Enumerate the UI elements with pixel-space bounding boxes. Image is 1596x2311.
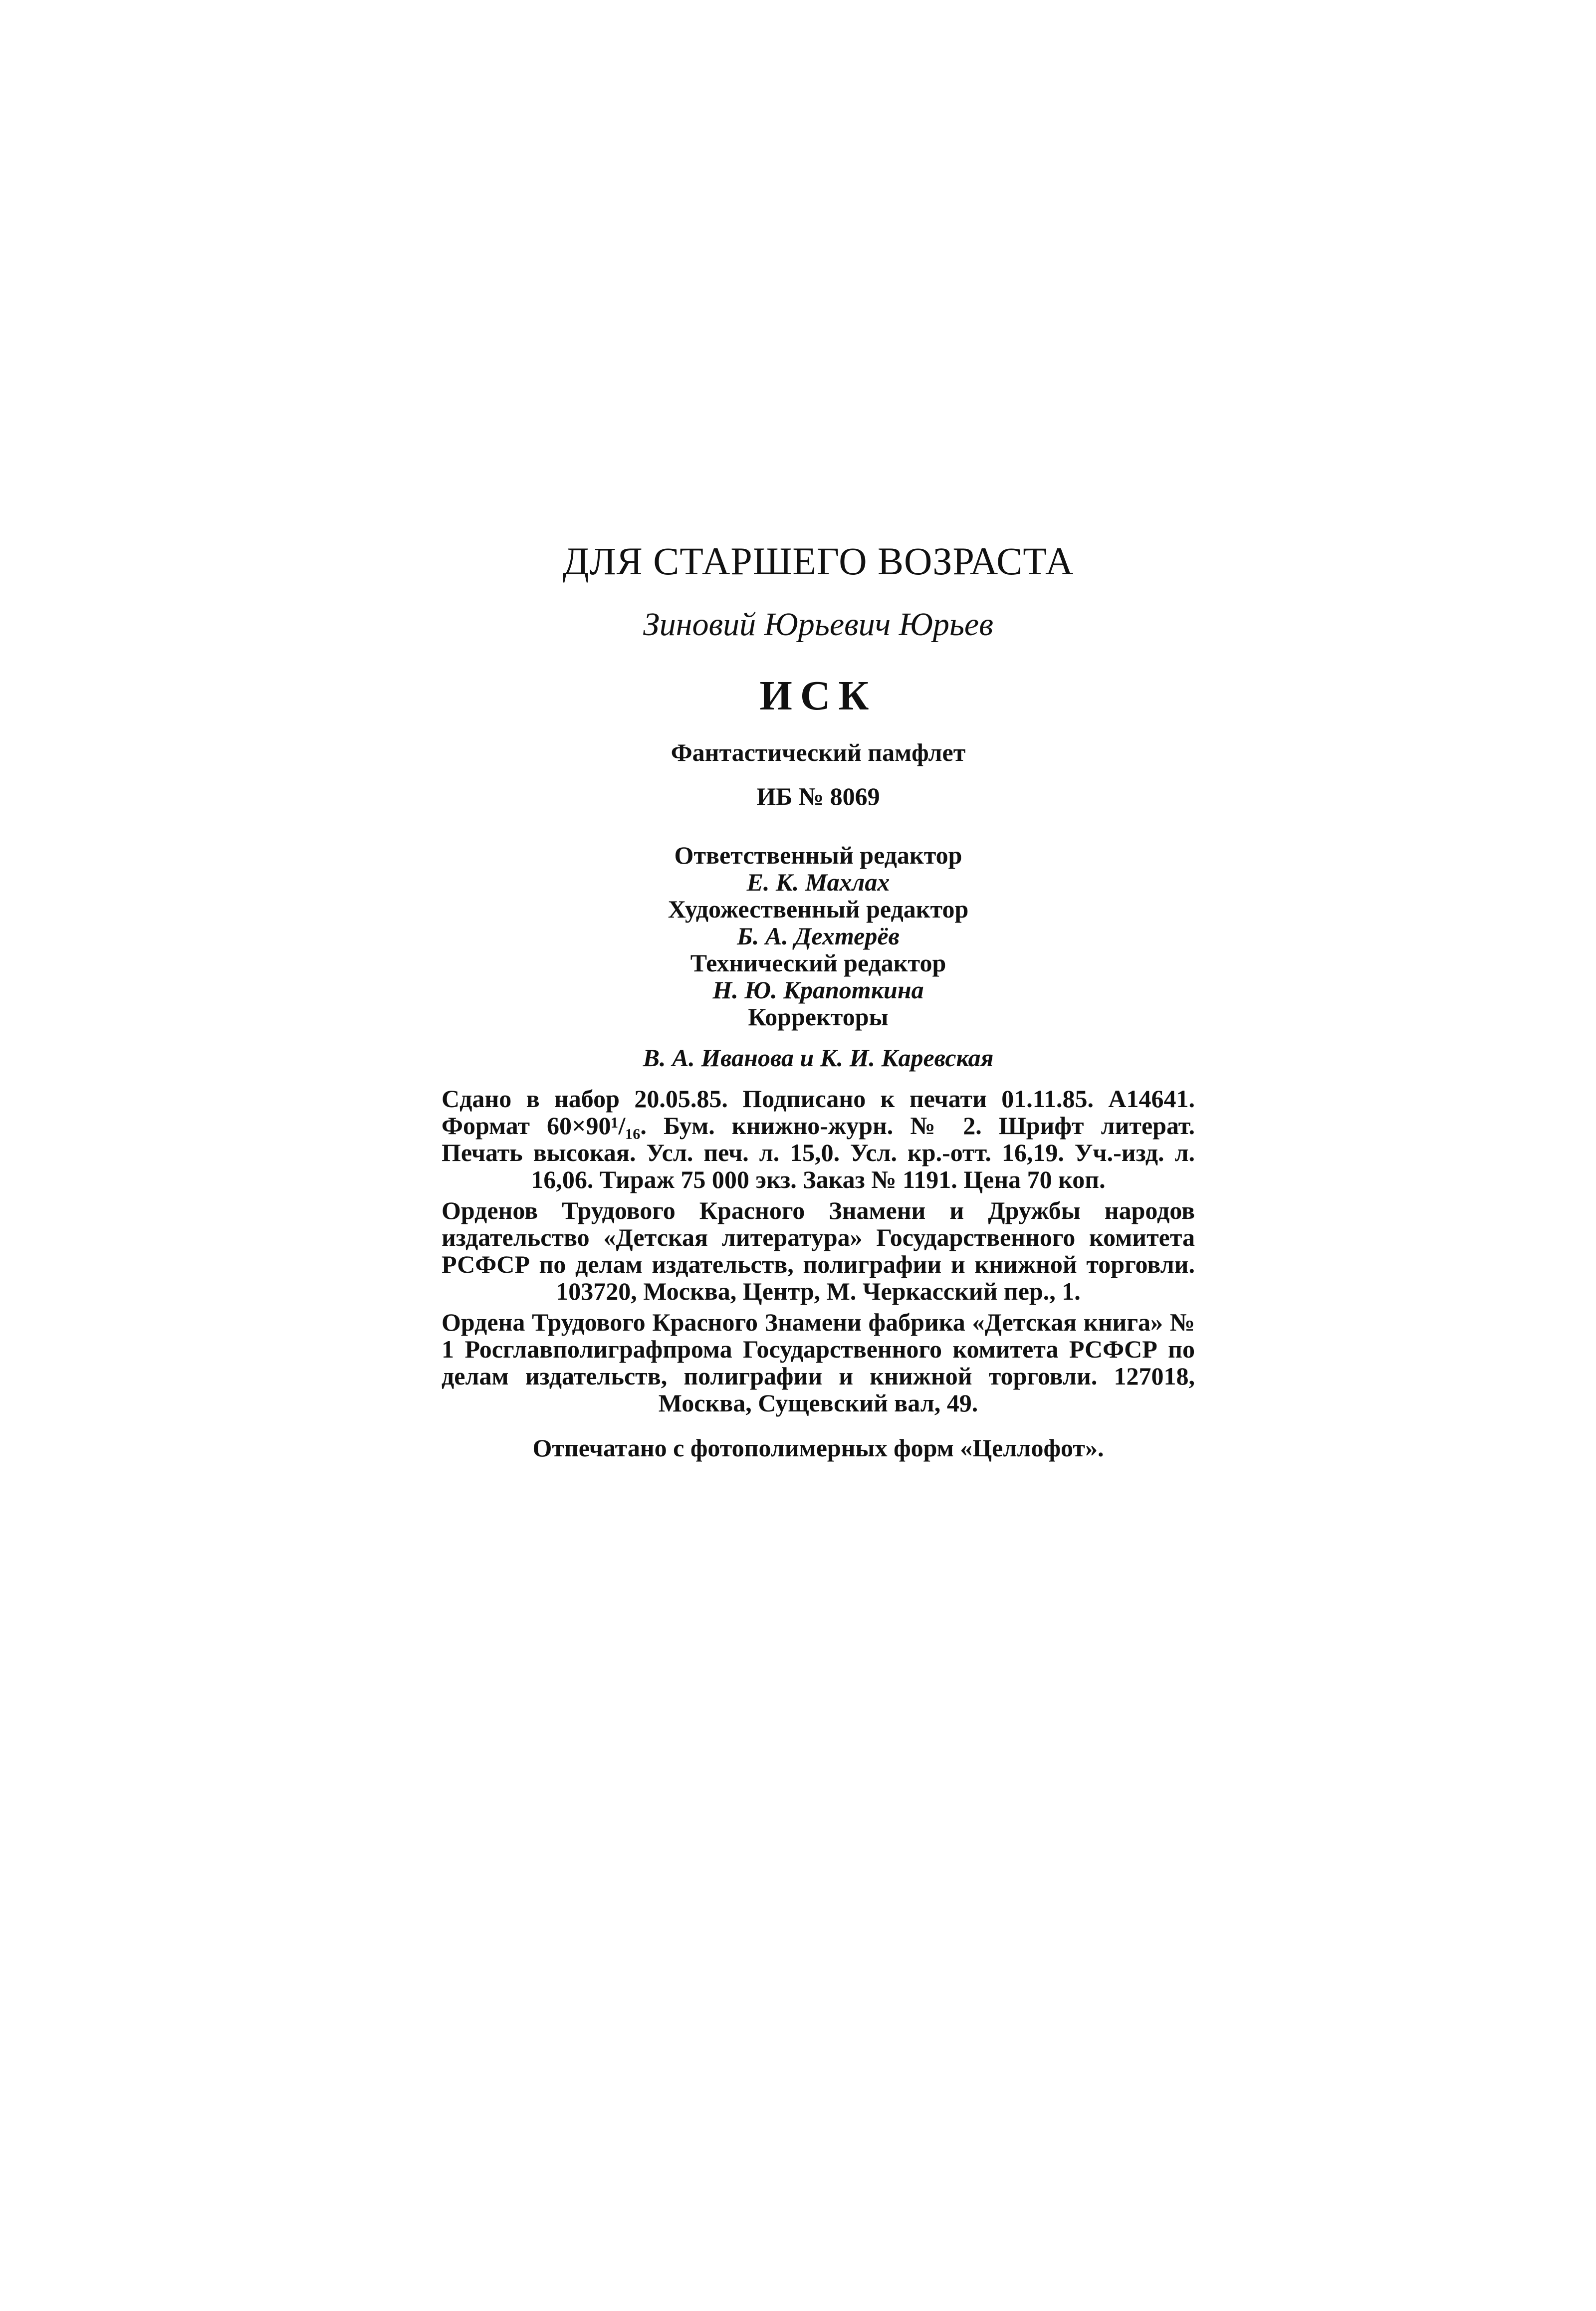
- book-subtitle: Фантастический памфлет: [671, 738, 966, 766]
- credit-role: Корректоры: [748, 1003, 889, 1031]
- print-details: Сдано в набор 20.05.85. Подписано к печати 01.11.85. А14641. Формат 60×90¹/₁₆. Бум. книжно-журн. № 2. Шрифт литерат. Печать высокая. Усл. печ. л. 15,0. Усл. кр.-отт. 16,19. Уч.-изд. л. 16,06. Тираж 75 000 экз. Заказ № 1191. Цена 70 коп.: [442, 1085, 1195, 1193]
- credit-role: Технический редактор: [690, 949, 946, 977]
- imprint-block: [442, 1085, 1195, 1416]
- credits-block: [439, 842, 1197, 1030]
- credit-role: Художественный редактор: [668, 895, 969, 923]
- publisher-info: Орденов Трудового Красного Знамени и Дружбы народов издательство «Детская литература» Государственного комитета РСФСР по делам издательств, полиграфии и книжной торговли. 103720, Москва, Центр, М. Черкасский пер., 1.: [442, 1196, 1195, 1305]
- credit-name: Н. Ю. Крапоткина: [712, 976, 924, 1004]
- book-title: ИСК: [759, 673, 877, 719]
- credit-name: Б. А. Дехтерёв: [737, 922, 900, 950]
- credit-role: Ответственный редактор: [674, 841, 962, 869]
- printed-note: Отпечатано с фотополимерных форм «Целлофот».: [532, 1434, 1104, 1462]
- ib-number: ИБ № 8069: [756, 782, 880, 810]
- printer-info: Ордена Трудового Красного Знамени фабрика «Детская книга» № 1 Росглавполиграфпрома Государственного комитета РСФСР по делам издательств, полиграфии и книжной торговли. 127018, Москва, Сущевский вал, 49.: [442, 1308, 1195, 1417]
- credit-name: Е. К. Махлах: [746, 868, 890, 896]
- correctors-names: В. А. Иванова и К. И. Каревская: [643, 1044, 994, 1072]
- author-name: Зиновий Юрьевич Юрьев: [643, 606, 993, 643]
- series-label: ДЛЯ СТАРШЕГО ВОЗРАСТА: [562, 539, 1074, 583]
- colophon-page: [439, 539, 1197, 1462]
